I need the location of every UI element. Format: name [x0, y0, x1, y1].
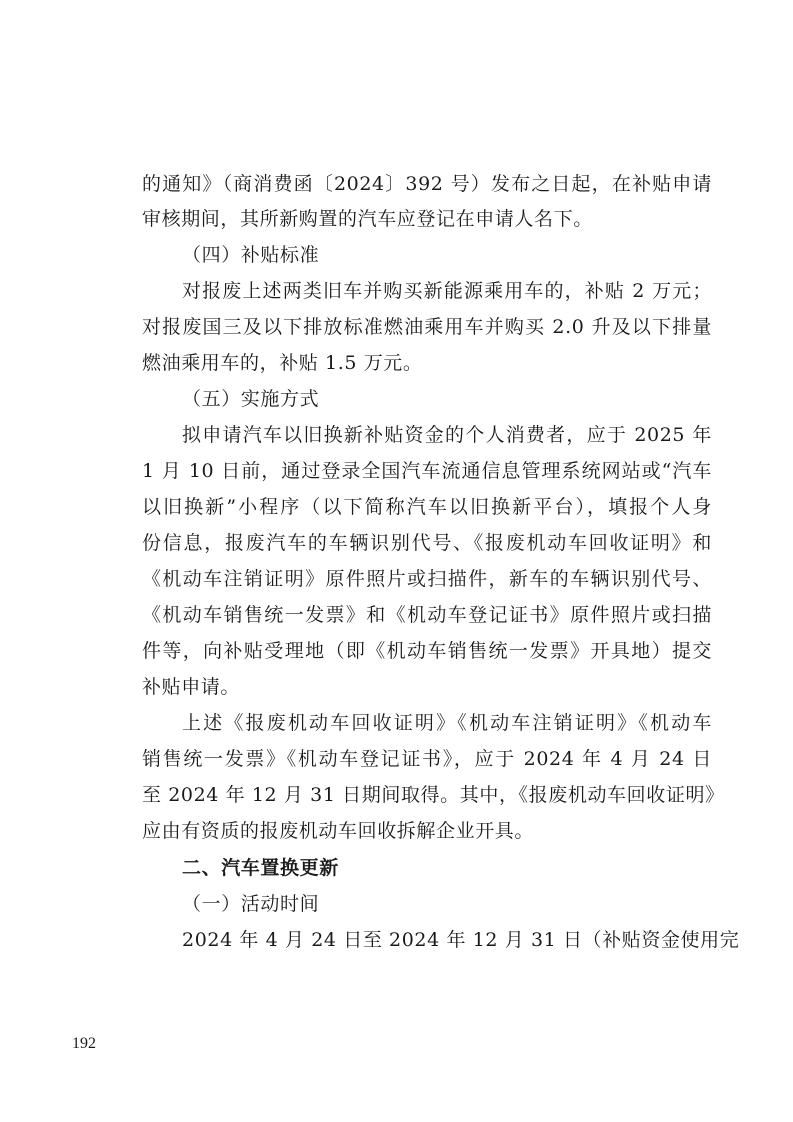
paragraph-line: 燃油乘用车的，补贴 1.5 万元。 [142, 352, 423, 374]
paragraph-line: 的通知》（商消费函〔2024〕392 号）发布之日起，在补贴申请 [142, 173, 712, 195]
page-number: 192 [72, 1035, 96, 1052]
paragraph-line: 《机动车销售统一发票》和《机动车登记证书》原件照片或扫描 [142, 604, 712, 626]
section-heading: （四）补贴标准 [182, 244, 320, 266]
paragraph-line: 销售统一发票》《机动车登记证书》，应于 2024 年 4 月 24 日 [142, 748, 712, 770]
paragraph-line: 上述《报废机动车回收证明》《机动车注销证明》《机动车 [182, 712, 712, 734]
paragraph-line: 补贴申请。 [142, 676, 241, 698]
section-heading: （五）实施方式 [182, 388, 320, 410]
paragraph-line: 对报废上述两类旧车并购买新能源乘用车的，补贴 2 万元； [182, 280, 712, 302]
paragraph-line: 1 月 10 日前，通过登录全国汽车流通信息管理系统网站或“汽车 [142, 460, 712, 482]
paragraph-line: 对报废国三及以下排放标准燃油乘用车并购买 2.0 升及以下排量 [142, 316, 712, 338]
paragraph-line: 2024 年 4 月 24 日至 2024 年 12 月 31 日（补贴资金使用完 [182, 929, 740, 951]
paragraph-line: 至 2024 年 12 月 31 日期间取得。其中，《报废机动车回收证明》 [142, 784, 725, 806]
paragraph-line: 以旧换新”小程序（以下简称汽车以旧换新平台），填报个人身 [142, 496, 712, 518]
section-heading: （一）活动时间 [182, 893, 320, 915]
paragraph-line: 审核期间，其所新购置的汽车应登记在申请人名下。 [142, 208, 593, 230]
paragraph-line: 拟申请汽车以旧换新补贴资金的个人消费者，应于 2025 年 [182, 424, 712, 446]
paragraph-line: 份信息，报废汽车的车辆识别代号、《报废机动车回收证明》和 [142, 532, 712, 554]
paragraph-line: 应由有资质的报废机动车回收拆解企业开具。 [142, 820, 535, 842]
chapter-heading: 二、汽车置换更新 [182, 857, 339, 879]
paragraph-line: 《机动车注销证明》原件照片或扫描件，新车的车辆识别代号、 [142, 568, 712, 590]
paragraph-line: 件等，向补贴受理地（即《机动车销售统一发票》开具地）提交 [142, 640, 712, 662]
